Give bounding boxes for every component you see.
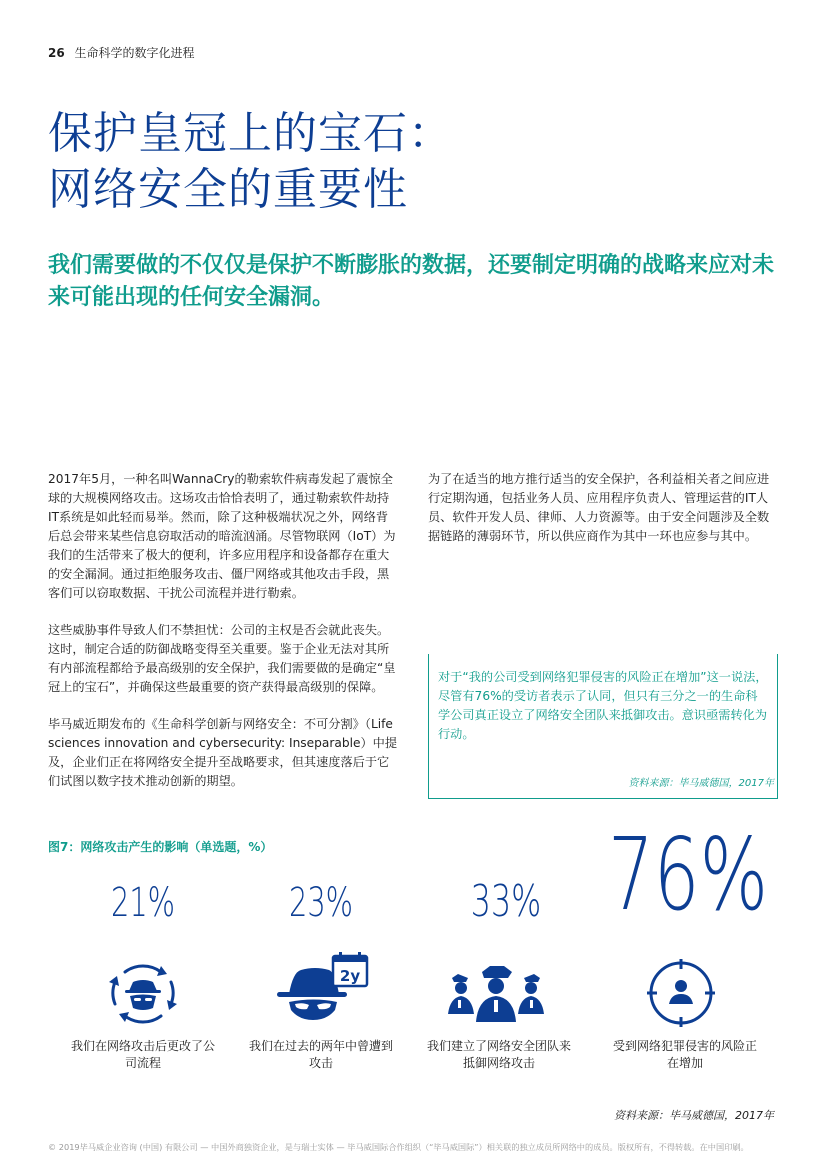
body-paragraph: 2017年5月，一种名叫WannaCry的勒索软件病毒发起了震惊全球的大规模网络攻击。这场攻击恰恰表明了，通过勒索软件劫持IT系统是如此轻而易举。然而，除了这种极端状况之外，网络背后总会带来某些信息窃取活动的暗流汹涌。尽管物联网（IoT）为我们的生活带来了极大的便利，许多应用程序和设备都存在重大的安全漏洞。通过拒绝服务攻击、僵尸网络或其他攻击手段，黑客们可以窃取数据、干扰公司流程并进行勒索。 [48,472,396,600]
page-title-line-1: 保护皇冠上的宝石： [48,108,453,159]
callout-text: 对于“我的公司受到网络犯罪侵害的风险正在增加”这一说法，尽管有76%的受访者表示了认同，但只有三分之一的生命科学公司真正设立了网络安全团队来抵御攻击。意识亟需转化为行动。 [438,670,768,741]
figure-title: 图7：网络攻击产生的影响（单选题，%） [48,840,273,854]
stat-caption-1: 我们在网络攻击后更改了公司流程 [70,1039,215,1070]
page-header [48,44,195,61]
body-paragraph: 为了在适当的地方推行适当的安全保护，各利益相关者之间应进行定期沟通，包括业务人员、应用程序负责人、管理运营的IT人员、软件开发人员、律师、人力资源等。由于安全问题涉及全数据链路的薄弱环节，所以供应商作为其中一环也应参与其中。 [428,472,770,543]
stat-value-4: 76% [608,816,769,933]
stat-caption-3: 我们建立了网络安全团队来抵御网络攻击 [426,1039,571,1070]
copyright-footer: © 2019毕马威企业咨询 (中国) 有限公司 — 中国外商独资企业，是与瑞士实体 — 毕马威国际合作组织（“毕马威国际”）相关联的独立成员所网络中的成员。版权所有，不得转载。在中国印刷。 [48,1142,749,1152]
stat-value-2: 23% [288,880,354,926]
hacker-calendar-icon [275,950,361,1020]
calendar-badge-text: 2y [339,967,361,985]
stat-value-1: 21% [110,880,176,926]
body-paragraph: 毕马威近期发布的《生命科学创新与网络安全：不可分割》（Life sciences innovation and cybersecurity: Inseparable）中提及，企业们正在将网络安全提升至战略要求，但其速度落后于它们试图以数字技术推动创新的期望。 [48,717,398,788]
body-column-left [48,470,398,809]
security-team-icon [446,958,526,1028]
section-title: 生命科学的数字化进程 [74,46,195,60]
page-title-line-2: 网络安全的重要性 [48,164,408,215]
page-title [48,106,748,218]
figure-source: 资料来源：毕马威德国，2017年 [614,1109,774,1122]
callout-source: 资料来源：毕马威德国，2017年 [628,778,774,789]
target-person-icon [641,958,721,1028]
hacker-cycle-icon [103,958,183,1028]
stat-value-3: 33% [470,876,542,927]
body-column-right [428,470,778,564]
lead-subtitle: 我们需要做的不仅仅是保护不断膨胀的数据，还要制定明确的战略来应对未来可能出现的任何安全漏洞。 [48,253,775,310]
stat-caption-2: 我们在过去的两年中曾遭到攻击 [248,1039,393,1070]
stat-caption-4: 受到网络犯罪侵害的风险正在增加 [612,1039,757,1070]
body-paragraph: 这些威胁事件导致人们不禁担忧：公司的主权是否会就此丧失。这时，制定合适的防御战略变得至关重要。鉴于企业无法对其所有内部流程都给予最高级别的安全保护，我们需要做的是确定“皇冠上的宝石”，并确保这些最重要的资产获得最高级别的保障。 [48,623,396,694]
page-number: 26 [48,46,65,60]
